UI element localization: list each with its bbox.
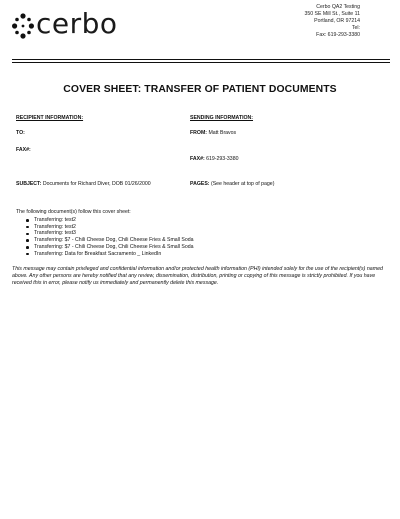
page-title: COVER SHEET: TRANSFER OF PATIENT DOCUMENTS bbox=[63, 84, 337, 95]
list-item bbox=[26, 244, 194, 251]
from-value: Matt Bravos bbox=[208, 130, 237, 136]
header-divider bbox=[12, 59, 390, 60]
document-name: Transferring: test2 bbox=[34, 217, 76, 223]
document-name: Transferring: Data for Breakfast Sacramento _ LinkedIn bbox=[34, 250, 162, 257]
document-name: Transferring: $7 - Chili Cheese Dog, Chili Cheese Fries & Small Soda bbox=[34, 237, 194, 244]
document-name: Transferring: test2 bbox=[34, 223, 76, 230]
header-divider-secondary bbox=[12, 62, 390, 63]
document-name: Transferring: $7 - Chili Cheese Dog, Chili Cheese Fries & Small Soda bbox=[34, 243, 194, 250]
recipient-fax-field bbox=[16, 147, 31, 154]
bullet-icon bbox=[26, 253, 29, 256]
confidentiality-notice: This message may contain privileged and confidential information and/or protected health information (PHI) intended solely for the use of the recipient(s) named above. Any other persons are hereby notified that any review, dissemination, distribution, printing or copying of this message is strictly prohibited. If you have received this in error, please notify us immediately and permanently delete this message. bbox=[12, 266, 383, 287]
to-field bbox=[16, 130, 25, 137]
from-field bbox=[190, 130, 236, 137]
pages-field bbox=[190, 181, 274, 188]
recipient-fax-label: FAX#: bbox=[16, 147, 31, 153]
subject-field bbox=[16, 181, 151, 188]
document-name: Transferring: test3 bbox=[34, 230, 76, 237]
cerbo-dots-icon bbox=[12, 11, 34, 41]
sender-fax-field bbox=[190, 156, 238, 163]
recipient-section-header: RECIPIENT INFORMATION: bbox=[16, 115, 84, 121]
pages-value: (See header at top of page) bbox=[210, 181, 275, 187]
bullet-icon bbox=[26, 239, 29, 242]
address-line: 350 SE Mill St., Suite 11 bbox=[304, 11, 360, 17]
list-item bbox=[26, 251, 194, 258]
logo-wordmark: cerbo bbox=[36, 7, 118, 40]
bullet-icon bbox=[26, 219, 29, 222]
list-item bbox=[26, 230, 194, 237]
from-label: FROM: bbox=[190, 130, 207, 136]
address-line: Fax: 619-293-3380 bbox=[316, 32, 360, 38]
cerbo-logo bbox=[12, 7, 132, 41]
pages-label: PAGES: bbox=[190, 181, 210, 187]
subject-label: SUBJECT: bbox=[16, 181, 42, 187]
address-line: Tel: bbox=[351, 25, 360, 31]
documents-intro: The following document(s) follow this cover sheet: bbox=[16, 209, 131, 215]
sender-address bbox=[304, 4, 360, 39]
bullet-icon bbox=[26, 246, 29, 249]
address-line: Portland, OR 97214 bbox=[314, 18, 360, 24]
list-item bbox=[26, 217, 194, 224]
sender-fax-value: 619-293-3380 bbox=[206, 156, 239, 162]
to-label: TO: bbox=[16, 130, 25, 136]
sending-section-header: SENDING INFORMATION: bbox=[190, 115, 254, 121]
documents-list bbox=[26, 217, 194, 257]
sender-fax-label: FAX#: bbox=[190, 156, 205, 162]
subject-value: Documents for Richard Diver, DOB 01/26/2000 bbox=[42, 181, 151, 187]
list-item bbox=[26, 224, 194, 231]
bullet-icon bbox=[26, 226, 29, 229]
list-item bbox=[26, 237, 194, 244]
address-line: Cerbo QA2 Testing bbox=[316, 4, 360, 10]
bullet-icon bbox=[26, 233, 29, 236]
